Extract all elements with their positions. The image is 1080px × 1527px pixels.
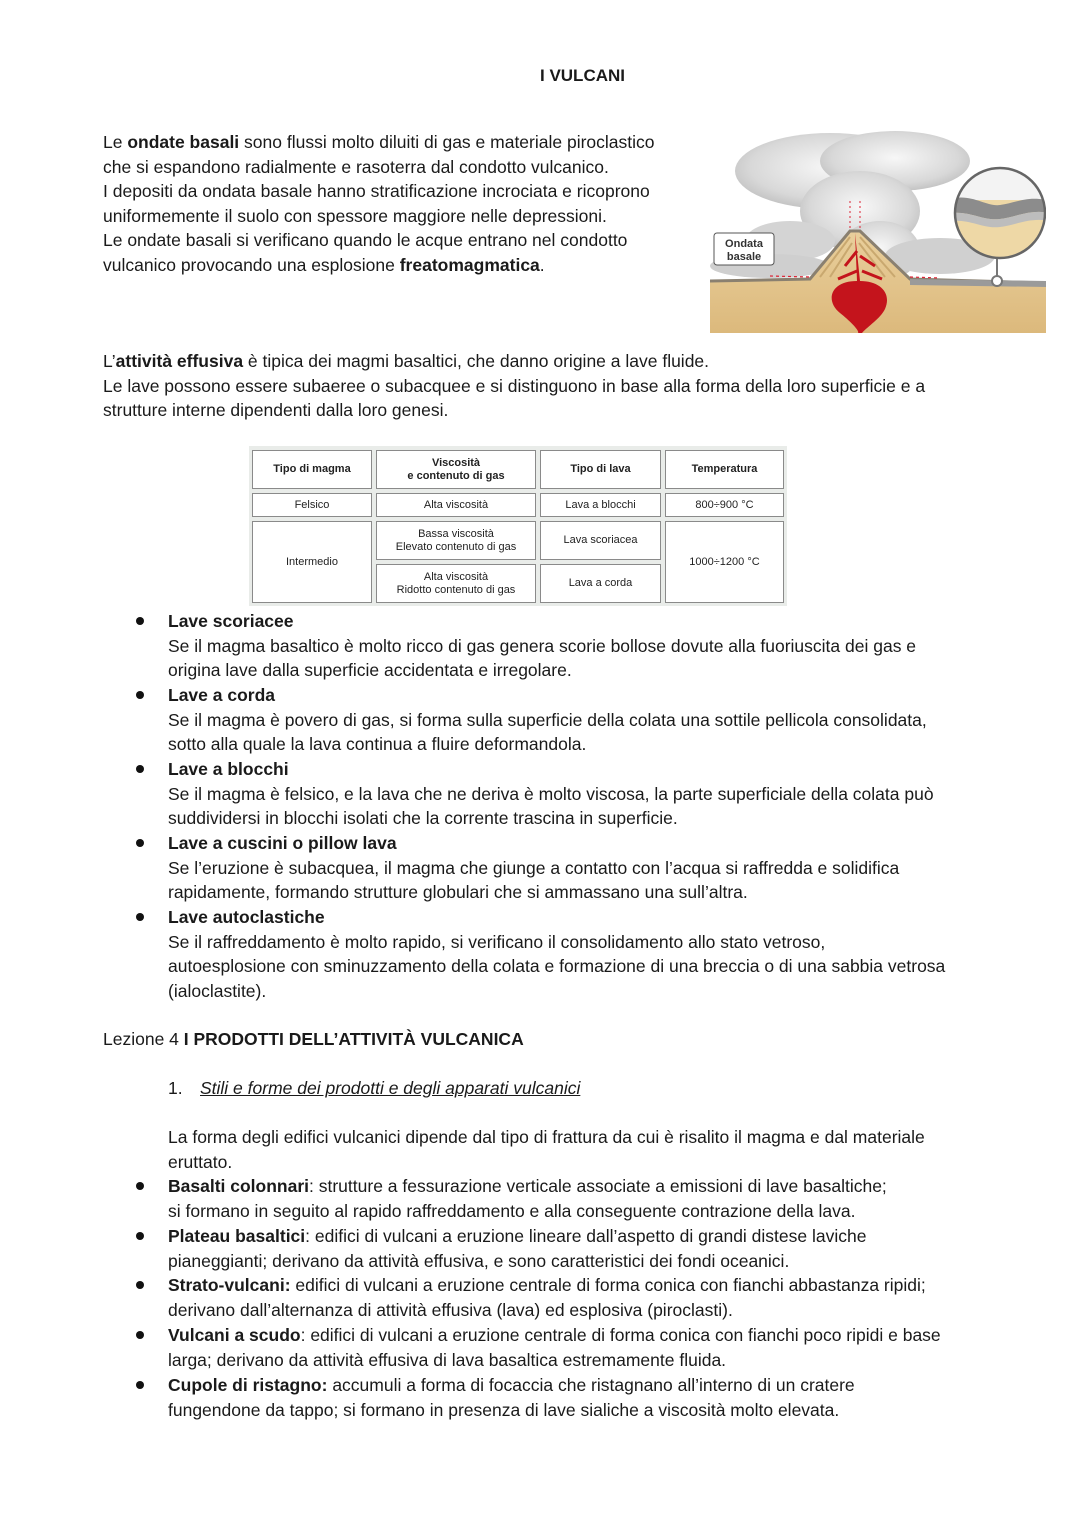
cell-temp-felsico: 800÷900 °C (665, 493, 784, 517)
cell-alta-viscosita: Alta viscosità (376, 493, 536, 517)
lesson-heading: Lezione 4 I PRODOTTI DELL’ATTIVITÀ VULCANICA (103, 1029, 524, 1049)
term-freatomagmatica: freatomagmatica (399, 254, 540, 275)
term-attivita-effusiva: attività effusiva (115, 351, 244, 371)
intro-paragraph: Le ondate basali sono flussi molto diluiti di gas e materiale piroclastico che si espandono radialmente e rasoterra dal condotto vulcanico. I depositi da ondata basale hanno stratificazione incrociata e ricoprono uniformemente il suolo con spessore maggiore nelle depressioni. Le ondate basali si verificano quando le acque entrano nel condotto vulcanico provocando una esplosione freatomagmatica. (103, 132, 655, 275)
list-item: Lave a blocchi Se il magma è felsico, e la lava che ne deriva è molto viscosa, la parte superficiale della colata può suddividersi in blocchi isolati che la corrente trascina in superficie. (168, 759, 934, 828)
header-temperatura: Temperatura (665, 450, 784, 489)
list-item: Cupole di ristagno: accumuli a forma di focaccia che ristagnano all’interno di un cratere fungendone da tappo; si formano in presenza di lave sialiche a viscosità molto elevata. (168, 1375, 855, 1420)
section-number: 1. (168, 1078, 183, 1098)
figure-label-line2: basale (726, 251, 762, 263)
forms-intro: La forma degli edifici vulcanici dipende dal tipo di frattura da cui è risalito il magma e dal materiale eruttato. (168, 1127, 925, 1172)
cell-lava-scoriacea: Lava scoriacea (540, 521, 661, 560)
term-ondate-basali: ondate basali (127, 132, 240, 152)
bullet-icon (136, 1381, 144, 1389)
volcano-illustration (710, 131, 1046, 333)
list-item: Strato-vulcani: edifici di vulcani a eruzione centrale di forma conica con fianchi abbastanza ripidi; derivano dall’alternanza di attività effusiva (lava) ed esplosiva (piroclasti). (168, 1275, 926, 1320)
figure-label-line1: Ondata (725, 238, 763, 250)
effusive-paragraph: L’attività effusiva è tipica dei magmi basaltici, che danno origine a lave fluide. Le lave possono essere subaeree o subacquee e si distinguono in base alla forma della loro superficie e a strutture interne dipendenti dalla loro genesi. (103, 351, 926, 420)
bullet-icon (136, 1182, 144, 1190)
cell-lava-corda: Lava a corda (540, 564, 661, 603)
cell-alta-viscosita-ridotto: Alta viscosità Ridotto contenuto di gas (376, 564, 536, 603)
bullet-icon (136, 1331, 144, 1339)
list-item: Lave scoriacee Se il magma basaltico è molto ricco di gas genera scorie bollose dovute alla fuoriuscita dei gas e origina lave dalla superficie accidentata e irregolare. (168, 611, 917, 680)
section-title: Stili e forme dei prodotti e degli apparati vulcanici (200, 1078, 581, 1098)
bullet-icon (136, 691, 144, 699)
page-title: I VULCANI (540, 66, 625, 85)
bullet-icon (136, 839, 144, 847)
list-item: Lave autoclastiche Se il raffreddamento è molto rapido, si verificano il consolidamento allo stato vetroso, autoesplosione con sminuzzamento della colata e formazione di una breccia o di una sabbia vetrosa (ialoclastite). (168, 907, 946, 1001)
base-surge-figure (710, 131, 1046, 333)
bullet-icon (136, 617, 144, 625)
bullet-icon (136, 913, 144, 921)
bullet-icon (136, 1232, 144, 1240)
list-item: Basalti colonnari: strutture a fessurazione verticale associate a emissioni di lave basaltiche; si formano in seguito al rapido raffreddamento e alla conseguente contrazione della lava. (168, 1176, 887, 1221)
section-heading (168, 1076, 968, 1101)
header-tipo-lava: Tipo di lava (540, 450, 661, 489)
cell-lava-blocchi: Lava a blocchi (540, 493, 661, 517)
cell-felsico: Felsico (252, 493, 372, 517)
list-item: Plateau basaltici: edifici di vulcani a eruzione lineare dall’aspetto di grandi distese laviche pianeggianti; derivano da attività effusiva, e sono caratteristici dei fondi oceanici. (168, 1226, 867, 1271)
bullet-icon (136, 765, 144, 773)
bullet-icon (136, 1281, 144, 1289)
header-viscosita: Viscosità e contenuto di gas (376, 450, 536, 489)
list-item: Vulcani a scudo: edifici di vulcani a eruzione centrale di forma conica con fianchi poco ripidi e base larga; derivano da attività effusiva di lava basaltica estremamente fluida. (168, 1325, 941, 1370)
list-item: Lave a cuscini o pillow lava Se l’eruzione è subacquea, il magma che giunge a contatto con l’acqua si raffredda e solidifica rapidamente, formando strutture globulari che si ammassano una sull’altra. (168, 833, 900, 902)
header-tipo-magma: Tipo di magma (252, 450, 372, 489)
cell-intermedio: Intermedio (252, 521, 372, 603)
cell-bassa-viscosita: Bassa viscosità Elevato contenuto di gas (376, 521, 536, 560)
cell-temp-intermedio: 1000÷1200 °C (665, 521, 784, 603)
list-item: Lave a corda Se il magma è povero di gas, si forma sulla superficie della colata una sottile pellicola consolidata, sotto alla quale la lava continua a fluire deformandola. (168, 685, 927, 754)
